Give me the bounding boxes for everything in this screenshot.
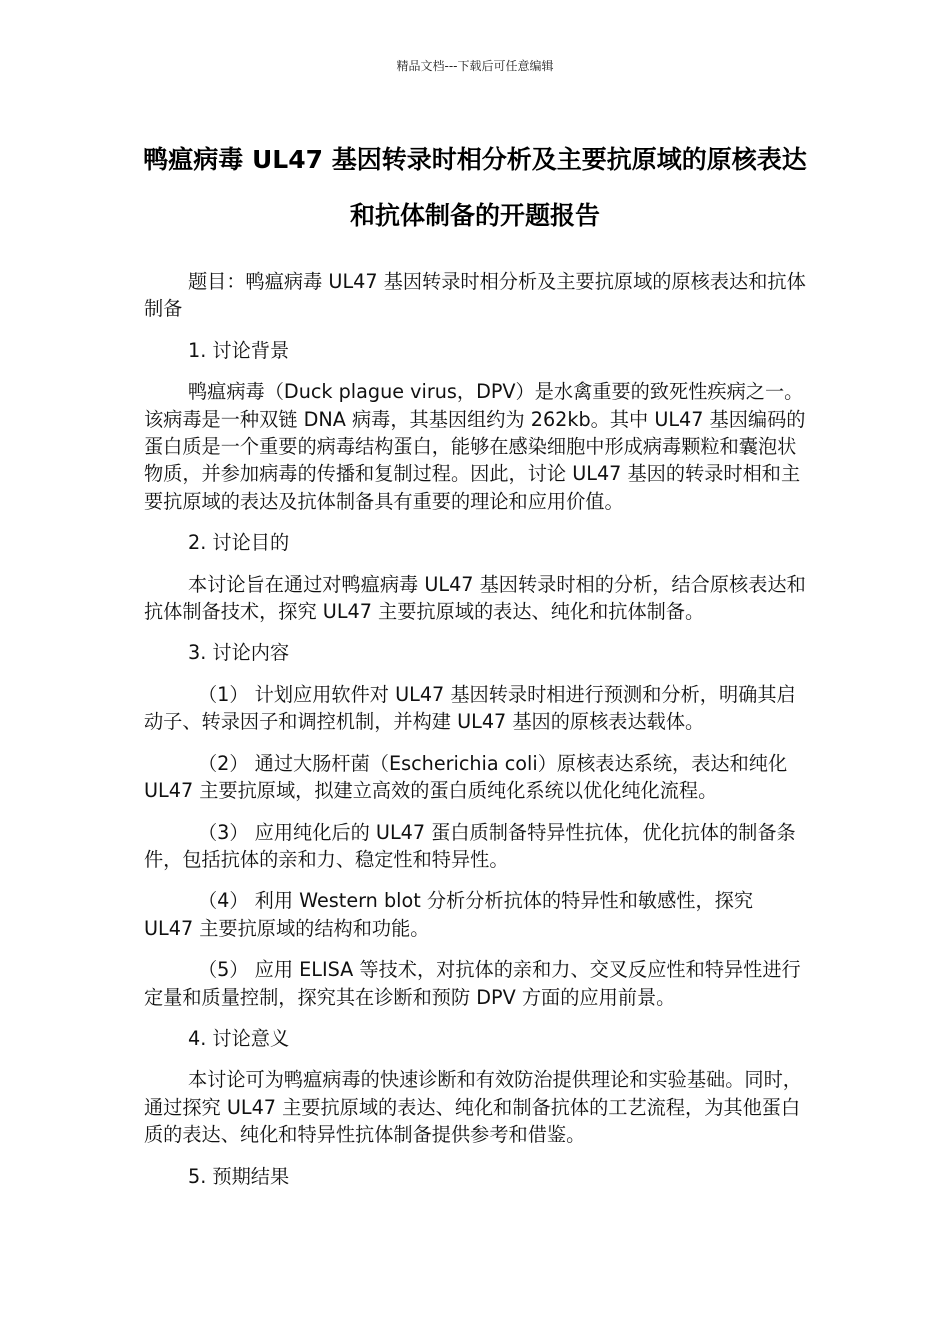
significance-paragraph: 本讨论可为鸭瘟病毒的快速诊断和有效防治提供理论和实验基础。同时，通过探究 UL47 主要抗原域的表达、纯化和制备抗体的工艺流程，为其他蛋白质的表达、纯化和特异性抗体制备提供参考和借鉴。: [144, 1068, 802, 1147]
section-heading-purpose: 2. 讨论目的: [188, 531, 290, 555]
document-title: 鸭瘟病毒 UL47 基因转录时相分析及主要抗原域的原核表达和抗体制备的开题报告: [143, 145, 807, 230]
section-heading-expected-results: 5. 预期结果: [188, 1164, 290, 1188]
purpose-paragraph: 本讨论旨在通过对鸭瘟病毒 UL47 基因转录时相的分析，结合原核表达和抗体制备技术，探究 UL47 主要抗原域的表达、纯化和抗体制备。: [144, 572, 806, 624]
background-paragraph: 鸭瘟病毒（Duck plague virus，DPV）是水禽重要的致死性疾病之一。该病毒是一种双链 DNA 病毒，其基因组约为 262kb。其中 UL47 基因编码的蛋白质是一个重要的病毒结构蛋白，能够在感染细胞中形成病毒颗粒和囊泡状物质，并参加病毒的传播和复制过程。因此，讨论 UL47 基因的转录时相和主要抗原域的表达及抗体制备具有重要的理论和应用价值。: [144, 380, 806, 513]
document-body: [144, 268, 806, 1204]
section-heading-significance: 4. 讨论意义: [188, 1026, 290, 1050]
section-heading-background: 1. 讨论背景: [188, 338, 290, 362]
content-item-5: （5） 应用 ELISA 等技术，对抗体的亲和力、交叉反应性和特异性进行定量和质量控制，探究其在诊断和预防 DPV 方面的应用前景。: [144, 958, 801, 1009]
header-note: 精品文档---下载后可任意编辑: [396, 59, 554, 73]
topic-paragraph: 题目：鸭瘟病毒 UL47 基因转录时相分析及主要抗原域的原核表达和抗体制备: [144, 270, 806, 321]
content-item-4: （4） 利用 Western blot 分析分析抗体的特异性和敏感性，探究 UL47 主要抗原域的结构和功能。: [144, 889, 754, 940]
section-heading-content: 3. 讨论内容: [188, 641, 290, 665]
content-item-1: （1） 计划应用软件对 UL47 基因转录时相进行预测和分析，明确其启动子、转录因子和调控机制，并构建 UL47 基因的原核表达载体。: [144, 682, 796, 734]
content-item-3: （3） 应用纯化后的 UL47 蛋白质制备特异性抗体，优化抗体的制备条件，包括抗体的亲和力、稳定性和特异性。: [144, 820, 796, 871]
content-item-2: （2） 通过大肠杆菌（Escherichia coli）原核表达系统，表达和纯化 UL47 主要抗原域，拟建立高效的蛋白质纯化系统以优化纯化流程。: [144, 751, 788, 803]
